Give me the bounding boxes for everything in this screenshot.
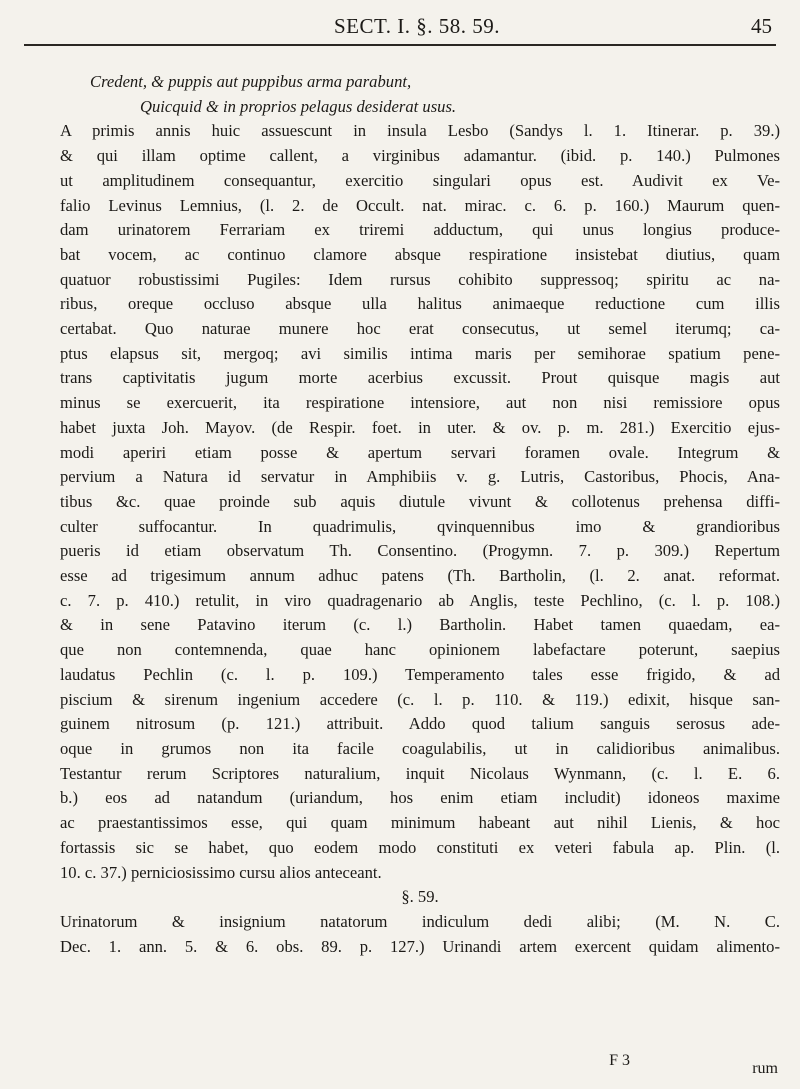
text-line: ribus, oreque occluso absque ulla halitus animaeque reductione cum illis — [60, 294, 780, 314]
running-header — [24, 10, 776, 42]
text-line: ac praestantissimos esse, qui quam minimum habeant aut nihil Lienis, & hoc — [60, 813, 780, 833]
text-line: b.) eos ad natandum (uriandum, hos enim etiam includit) idoneos maxime — [60, 788, 780, 808]
text-line: & in sene Patavino iterum (c. l.) Bartholin. Habet tamen quaedam, ea- — [60, 615, 780, 635]
text-line: pueris id etiam observatum Th. Consentino. (Progymn. 7. p. 309.) Repertum — [60, 541, 780, 561]
text-line: c. 7. p. 410.) retulit, in viro quadragenario ab Anglis, teste Pechlino, (c. l. p. 108.) — [60, 590, 780, 610]
text-line: certabat. Quo naturae munere hoc erat consecutus, ut semel iterumq; ca- — [60, 319, 780, 339]
text-line: ptus elapsus sit, mergoq; avi similis intima maris per semihorae spatium pene- — [60, 343, 780, 363]
text-line: piscium & sirenum ingenium accedere (c. l. p. 110. & 119.) edixit, hisque san- — [60, 689, 780, 709]
text-line: Urinatorum & insignium natatorum indiculum dedi alibi; (M. N. C. — [60, 911, 780, 931]
text-line: que non contemnenda, quae hanc opinionem labefactare poterunt, saepius — [60, 640, 780, 660]
section-number: §. 59. — [401, 887, 439, 907]
text-line: minus se exercuerit, ita respiratione intensiore, aut non nisi remissiore opus — [60, 393, 780, 413]
text-line: pervium a Natura id servatur in Amphibiis v. g. Lutris, Castoribus, Phocis, Ana- — [60, 467, 780, 487]
text-line: modi aperiri etiam posse & apertum servari foramen ovale. Integrum & — [60, 442, 780, 462]
header-rule — [24, 44, 776, 46]
body-text — [60, 70, 780, 959]
verse-line-1: Credent, & puppis aut puppibus arma parabunt, — [90, 72, 412, 91]
text-line: fortassis sic se habet, quo eodem modo constituti ex veteri fabula ap. Plin. (l. — [60, 837, 780, 857]
text-line: laudatus Pechlin (c. l. p. 109.) Temperamento tales esse frigido, & ad — [60, 664, 780, 684]
signature-mark: F 3 — [609, 1052, 630, 1069]
text-line: A primis annis huic assuescunt in insula Lesbo (Sandys l. 1. Itinerar. p. 39.) — [60, 121, 780, 141]
text-line: quatuor robustissimi Pugiles: Idem rursus cohibito suppressoq; spiritu ac na- — [60, 269, 780, 289]
text-line: Dec. 1. ann. 5. & 6. obs. 89. p. 127.) Urinandi artem exercent quidam alimento- — [60, 936, 780, 956]
text-line: guinem nitrosum (p. 121.) attribuit. Addo quod talium sanguis serosus ade- — [60, 714, 780, 734]
text-line: bat vocem, ac continuo clamore absque respiratione insistebat diutius, quam — [60, 244, 780, 264]
text-line: tibus &c. quae proinde sub aquis diutule vivunt & collotenus prehensa diffi- — [60, 491, 780, 511]
text-line: & qui illam optime callent, a virginibus adamantur. (ibid. p. 140.) Pulmones — [60, 146, 780, 166]
text-line: ut amplitudinem consequantur, exercitio singulari opus est. Audivit ex Ve- — [60, 170, 780, 190]
text-line: falio Levinus Lemnius, (l. 2. de Occult. nat. mirac. c. 6. p. 160.) Maurum quen- — [60, 195, 780, 215]
text-line: culter suffocantur. In quadrimulis, qvinquennibus imo & grandioribus — [60, 516, 780, 536]
text-line: Testantur rerum Scriptores naturalium, inquit Nicolaus Wynmann, (c. l. E. 6. — [60, 763, 780, 783]
catchword: rum — [752, 1060, 778, 1077]
text-line: trans captivitatis jugum morte acerbius excussit. Prout quisque magis aut — [60, 368, 780, 388]
text-line: habet juxta Joh. Mayov. (de Respir. foet. in uter. & ov. p. m. 281.) Exercitio ejus- — [60, 417, 780, 437]
running-head: SECT. I. §. 58. 59. — [334, 14, 501, 38]
text-line: oque in grumos non ita facile coagulabilis, ut in calidioribus animalibus. — [60, 738, 780, 758]
verse-line-2: Quicquid & in proprios pelagus desiderat usus. — [140, 96, 457, 116]
text-line: 10. c. 37.) perniciosissimo cursu alios anteceant. — [60, 862, 382, 882]
text-line: esse ad trigesimum annum adhuc patens (Th. Bartholin, (l. 2. anat. reformat. — [60, 566, 780, 586]
page-number: 45 — [751, 14, 772, 38]
text-line: dam urinatorem Ferrariam ex triremi adductum, qui unus longius produce- — [60, 220, 780, 240]
